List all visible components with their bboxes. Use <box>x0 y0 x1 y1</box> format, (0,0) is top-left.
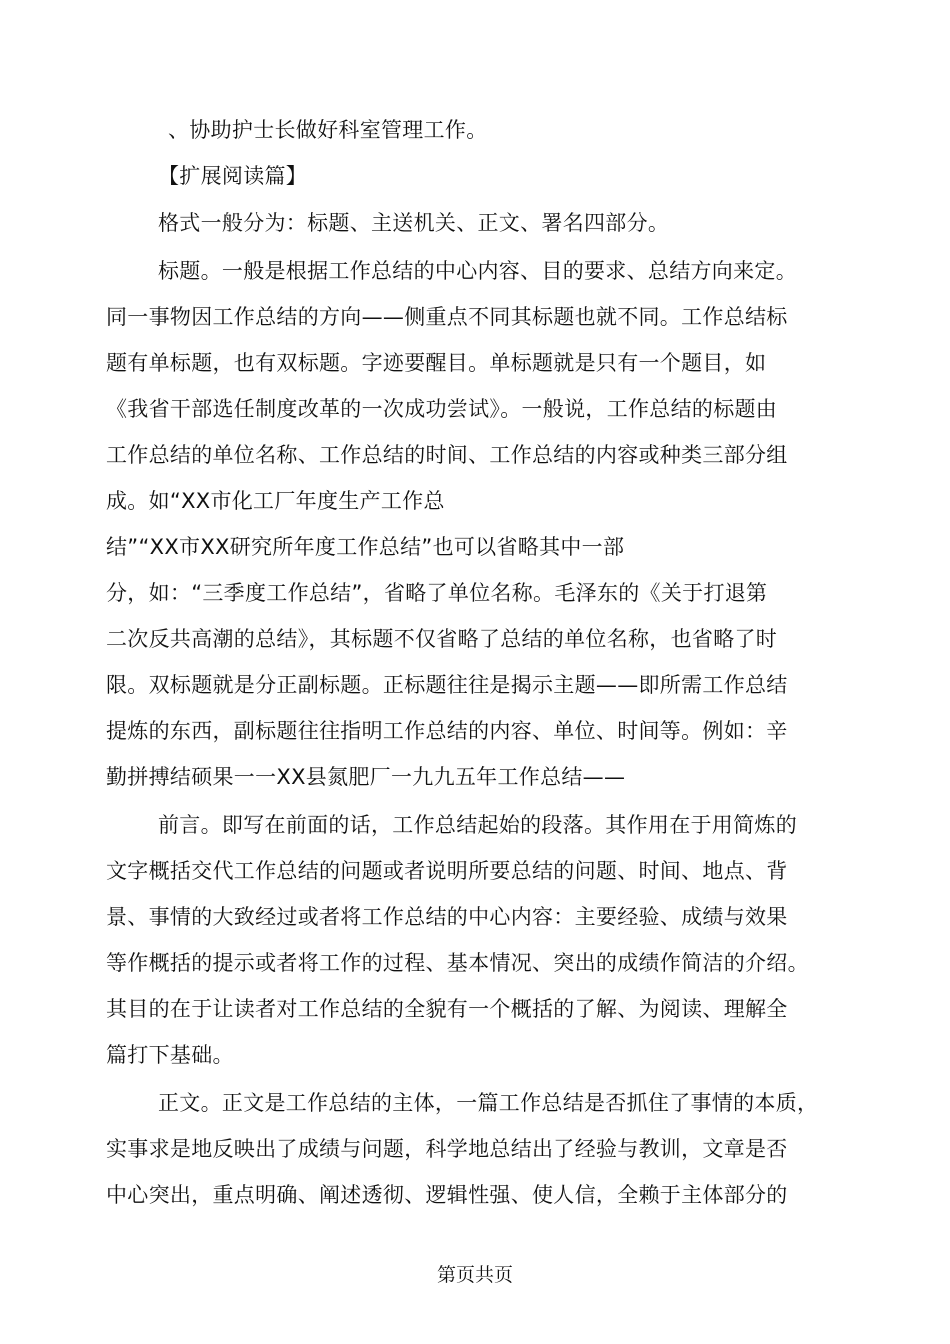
text-line: 二次反共高潮的总结》，其标题不仅省略了总结的单位名称，也省略了时 <box>106 627 778 651</box>
text-line: 勤拼搏结硕果一一XX县氮肥厂一九九五年工作总结—— <box>106 765 626 789</box>
text-line: 正文。正文是工作总结的主体，一篇工作总结是否抓住了事情的本质， <box>158 1091 819 1115</box>
text-line: 等作概括的提示或者将工作的过程、基本情况、突出的成绩作简洁的介绍。 <box>106 951 809 975</box>
text-line: 景、事情的大致经过或者将工作总结的中心内容：主要经验、成绩与效果 <box>106 905 788 929</box>
text-line: 其目的在于让读者对工作总结的全貌有一个概括的了解、为阅读、理解全 <box>106 997 788 1021</box>
text-line: 同一事物因工作总结的方向——侧重点不同其标题也就不同。工作总结标 <box>106 305 788 329</box>
text-line: 题有单标题，也有双标题。字迹要醒目。单标题就是只有一个题目，如 <box>106 351 767 375</box>
text-line: 文字概括交代工作总结的问题或者说明所要总结的问题、时间、地点、背 <box>106 859 788 883</box>
text-line: 中心突出，重点明确、阐述透彻、逻辑性强、使人信，全赖于主体部分的 <box>106 1183 788 1207</box>
text-line: 实事求是地反映出了成绩与问题，科学地总结出了经验与教训，文章是否 <box>106 1137 788 1161</box>
text-line: 前言。即写在前面的话，工作总结起始的段落。其作用在于用简炼的 <box>158 813 797 837</box>
page-footer: 第页共页 <box>436 1264 513 1286</box>
text-line: 限。双标题就是分正副标题。正标题往往是揭示主题——即所需工作总结 <box>106 673 788 697</box>
text-line: 篇打下基础。 <box>106 1043 234 1067</box>
text-line: 成。如“XX市化工厂年度生产工作总 <box>106 489 445 513</box>
text-line: 分，如：“三季度工作总结”，省略了单位名称。毛泽东的《关于打退第 <box>106 581 768 605</box>
text-line: 、协助护士长做好科室管理工作。 <box>168 118 488 142</box>
text-line: 格式一般分为：标题、主送机关、正文、署名四部分。 <box>158 211 670 235</box>
text-line: 《我省干部选任制度改革的一次成功尝试》。一般说，工作总结的标题由 <box>106 397 778 421</box>
text-line: 标题。一般是根据工作总结的中心内容、目的要求、总结方向来定。 <box>158 259 797 283</box>
section-heading: 【扩展阅读篇】 <box>158 164 308 188</box>
text-line: 工作总结的单位名称、工作总结的时间、工作总结的内容或种类三部分组 <box>106 443 788 467</box>
text-line: 结”“XX市XX研究所年度工作总结”也可以省略其中一部 <box>106 535 625 559</box>
text-line: 提炼的东西，副标题往往指明工作总结的内容、单位、时间等。例如：辛 <box>106 719 788 743</box>
